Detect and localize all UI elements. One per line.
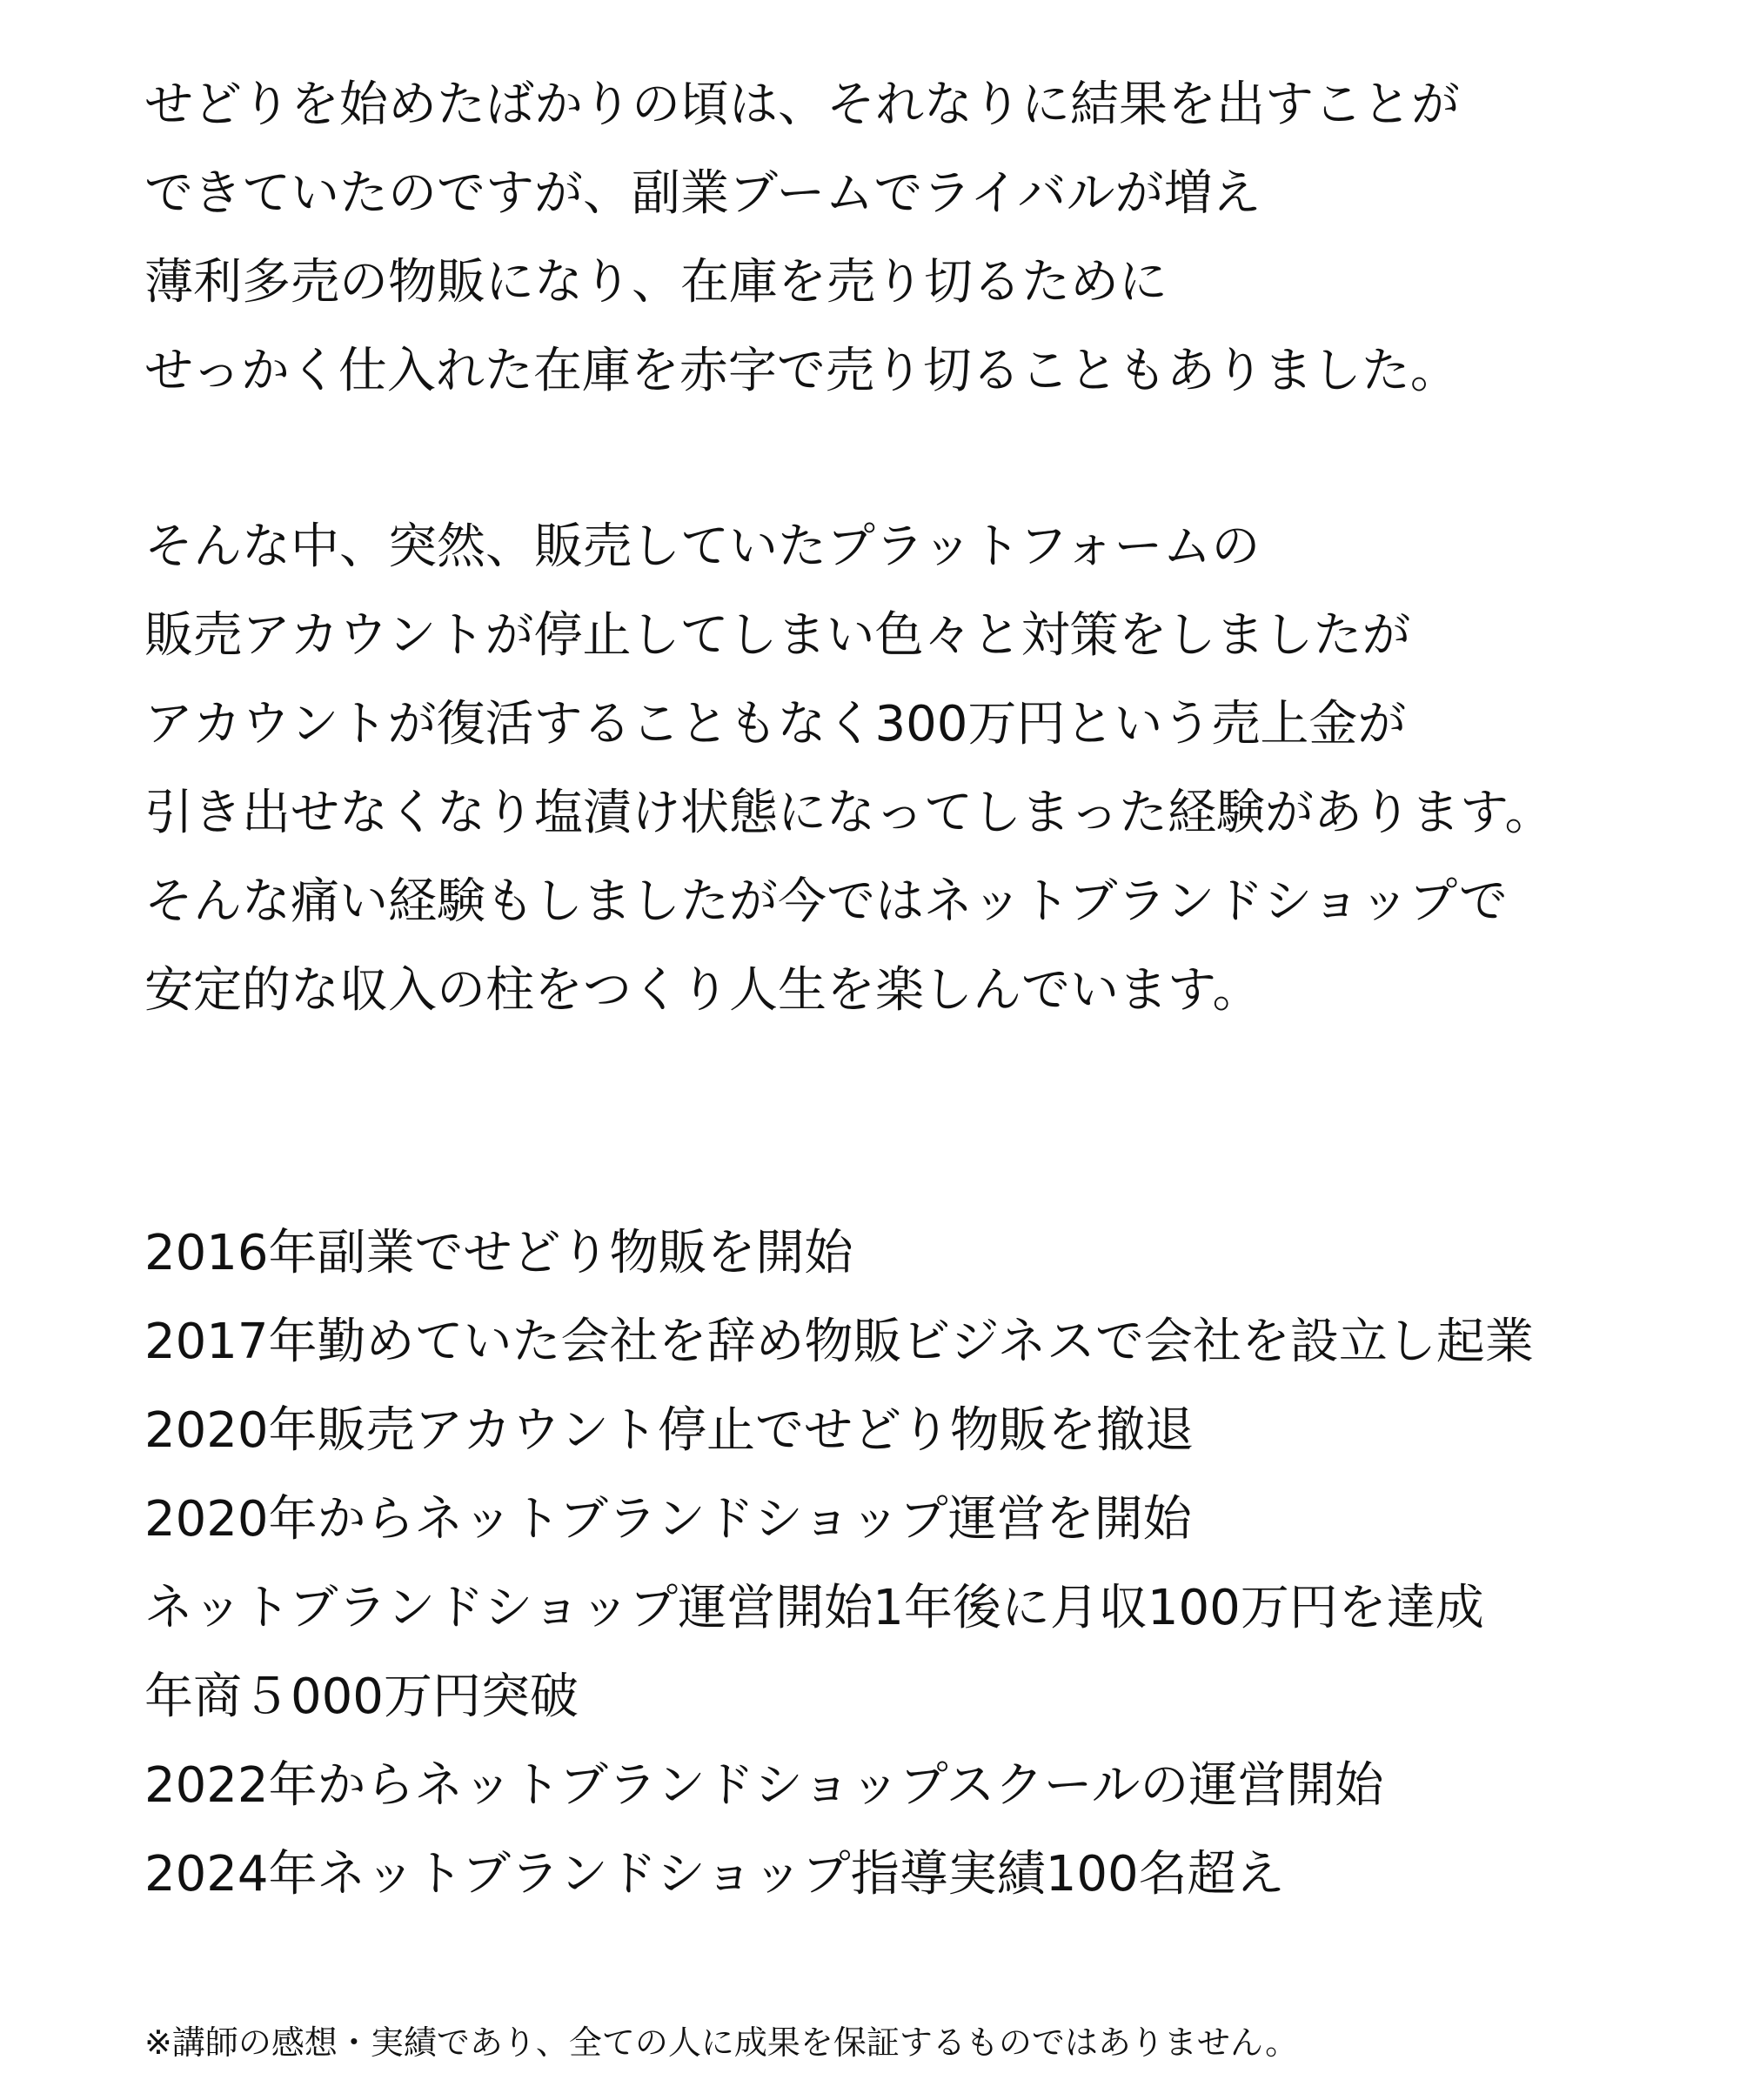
paragraph-early-experience xyxy=(144,61,1710,416)
paragraph-line: 安定的な収入の柱をつくり人生を楽しんでいます。 xyxy=(144,962,1262,1019)
paragraph-line: そんな中、突然、販売していたプラットフォームの xyxy=(144,518,1261,575)
timeline-item: 2020年からネットブランドショップ運営を開始 xyxy=(144,1491,1192,1548)
paragraph-line: 販売アカウントが停止してしまい色々と対策をしましたが xyxy=(144,607,1411,664)
timeline-item: 年商５000万円突破 xyxy=(144,1669,579,1725)
paragraph-line: せっかく仕入れた在庫を赤字で売り切ることもありました。 xyxy=(144,343,1459,399)
paragraph-account-suspension xyxy=(144,503,1710,1035)
paragraph-line: 薄利多売の物販になり、在庫を売り切るために xyxy=(144,254,1168,311)
timeline-item: 2022年からネットブランドショップスクールの運営開始 xyxy=(144,1757,1384,1814)
timeline-item: 2016年副業でせどり物販を開始 xyxy=(144,1225,853,1281)
disclaimer-note: ※講師の感想・実績であり、全ての人に成果を保証するものではありません。 xyxy=(144,2023,1299,2062)
article-body xyxy=(144,61,1710,1919)
paragraph-line: できていたのですが、副業ブームでライバルが増え xyxy=(144,165,1262,222)
timeline-item: 2024年ネットブランドショップ指導実績100名超え xyxy=(144,1846,1285,1903)
paragraph-line: せどりを始めたばかりの頃は、それなりに結果を出すことが xyxy=(144,77,1460,133)
paragraph-line: アカウントが復活することもなく300万円という売上金が xyxy=(144,696,1407,752)
career-timeline xyxy=(144,1209,1710,1919)
paragraph-line: そんな痛い経験もしましたが今ではネットブランドショップで xyxy=(144,873,1508,930)
timeline-item: ネットブランドショップ運営開始1年後に月収100万円を達成 xyxy=(144,1580,1484,1636)
timeline-item: 2017年勤めていた会社を辞め物販ビジネスで会社を設立し起業 xyxy=(144,1314,1534,1370)
timeline-item: 2020年販売アカウント停止でせどり物販を撤退 xyxy=(144,1402,1194,1459)
paragraph-line: 引き出せなくなり塩漬け状態になってしまった経験があります。 xyxy=(144,785,1554,841)
